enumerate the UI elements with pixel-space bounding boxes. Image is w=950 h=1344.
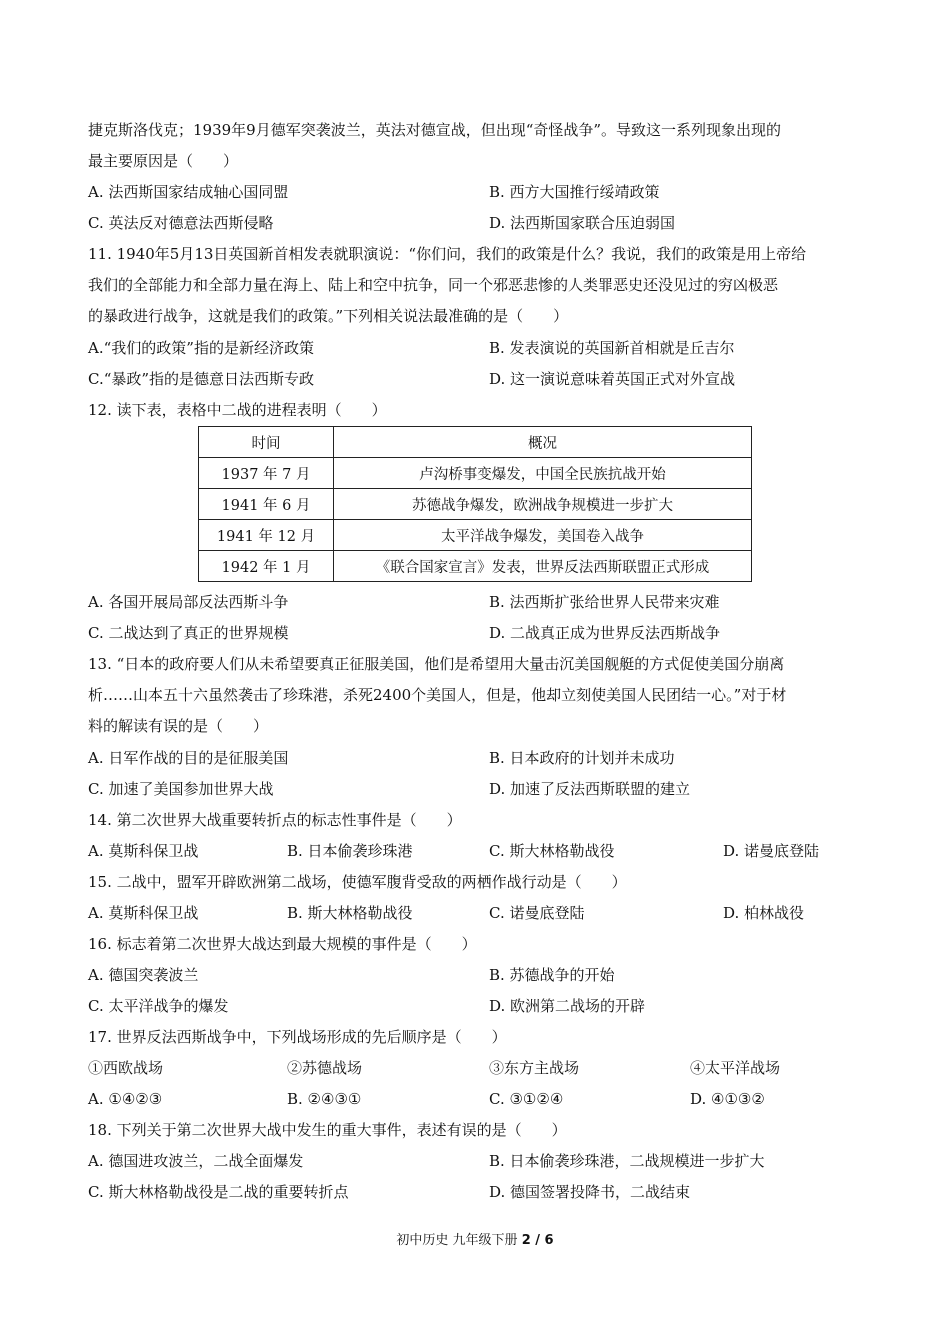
- q18-stem: 18. 下列关于第二次世界大战中发生的重大事件，表述有误的是（ ）: [88, 1121, 567, 1139]
- q13-option-a: A. 日军作战的目的是征服美国: [88, 749, 289, 767]
- q16-option-a: A. 德国突袭波兰: [88, 966, 199, 984]
- q11-stem-line3: 的暴政进行战争，这就是我们的政策。”下列相关说法最准确的是（ ）: [88, 307, 569, 325]
- q17-option-b: B. ②④③①: [287, 1090, 362, 1108]
- table-row: [199, 551, 752, 582]
- q15-option-b: B. 斯大林格勒战役: [287, 904, 413, 922]
- q10-option-c: C. 英法反对德意法西斯侵略: [88, 214, 274, 232]
- q12-stem: 12. 读下表，表格中二战的进程表明（ ）: [88, 401, 387, 419]
- table-row: [199, 458, 752, 489]
- table-row: [199, 520, 752, 551]
- footer-label: 初中历史 九年级下册: [396, 1233, 518, 1248]
- q17-item-2: ②苏德战场: [287, 1059, 363, 1077]
- table-cell-summary: 卢沟桥事变爆发，中国全民族抗战开始: [334, 458, 752, 489]
- q10-stem-line1: 捷克斯洛伐克；1939年9月德军突袭波兰，英法对德宣战，但出现“奇怪战争”。导致这一系列现象出现的: [88, 121, 782, 139]
- q16-option-d: D. 欧洲第二战场的开辟: [489, 997, 646, 1015]
- q14-option-b: B. 日本偷袭珍珠港: [287, 842, 413, 860]
- q13-stem-line1: 13. “日本的政府要人们从未希望要真正征服美国，他们是希望用大量击沉美国舰艇的方式促使美国分崩离: [88, 655, 785, 673]
- table-header-summary: 概况: [334, 427, 752, 458]
- q10-stem-line2: 最主要原因是（ ）: [88, 152, 239, 170]
- q10-option-b: B. 西方大国推行绥靖政策: [489, 183, 660, 201]
- q18-option-c: C. 斯大林格勒战役是二战的重要转折点: [88, 1183, 349, 1201]
- q14-option-c: C. 斯大林格勒战役: [489, 842, 615, 860]
- q16-stem: 16. 标志着第二次世界大战达到最大规模的事件是（ ）: [88, 935, 477, 953]
- page-footer: [0, 1229, 950, 1248]
- q17-item-3: ③东方主战场: [489, 1059, 580, 1077]
- q18-option-d: D. 德国签署投降书，二战结束: [489, 1183, 691, 1201]
- table-cell-summary: 苏德战争爆发，欧洲战争规模进一步扩大: [334, 489, 752, 520]
- q11-option-b: B. 发表演说的英国新首相就是丘吉尔: [489, 339, 735, 357]
- q12-timeline-table: [198, 426, 752, 582]
- table-header-time: 时间: [199, 427, 334, 458]
- q13-stem-line3: 料的解读有误的是（ ）: [88, 717, 269, 735]
- table-cell-summary: 太平洋战争爆发，美国卷入战争: [334, 520, 752, 551]
- q13-stem-line2: 析……山本五十六虽然袭击了珍珠港，杀死2400个美国人，但是，他却立刻使美国人民团结一心。”对于材: [88, 686, 787, 704]
- q17-item-4: ④太平洋战场: [690, 1059, 781, 1077]
- q15-option-a: A. 莫斯科保卫战: [88, 904, 199, 922]
- table-cell-time: 1942 年 1 月: [199, 551, 334, 582]
- q17-option-d: D. ④①③②: [690, 1090, 765, 1108]
- table-cell-summary: 《联合国家宣言》发表，世界反法西斯联盟正式形成: [334, 551, 752, 582]
- table-row: [199, 489, 752, 520]
- q14-stem: 14. 第二次世界大战重要转折点的标志性事件是（ ）: [88, 811, 462, 829]
- q15-option-c: C. 诺曼底登陆: [489, 904, 585, 922]
- q16-option-c: C. 太平洋战争的爆发: [88, 997, 229, 1015]
- q12-option-b: B. 法西斯扩张给世界人民带来灾难: [489, 593, 720, 611]
- q12-option-d: D. 二战真正成为世界反法西斯战争: [489, 624, 721, 642]
- q11-stem-line2: 我们的全部能力和全部力量在海上、陆上和空中抗争，同一个邪恶悲惨的人类罪恶史还没见过的穷凶极恶: [88, 276, 779, 294]
- q14-option-d: D. 诺曼底登陆: [723, 842, 820, 860]
- q13-option-d: D. 加速了反法西斯联盟的建立: [489, 780, 691, 798]
- q14-option-a: A. 莫斯科保卫战: [88, 842, 199, 860]
- q10-option-a: A. 法西斯国家结成轴心国同盟: [88, 183, 289, 201]
- q13-option-b: B. 日本政府的计划并未成功: [489, 749, 675, 767]
- q17-stem: 17. 世界反法西斯战争中，下列战场形成的先后顺序是（ ）: [88, 1028, 507, 1046]
- q10-option-d: D. 法西斯国家联合压迫弱国: [489, 214, 676, 232]
- q18-option-b: B. 日本偷袭珍珠港，二战规模进一步扩大: [489, 1152, 765, 1170]
- q18-option-a: A. 德国进攻波兰，二战全面爆发: [88, 1152, 304, 1170]
- q16-option-b: B. 苏德战争的开始: [489, 966, 615, 984]
- q11-option-a: A.“我们的政策”指的是新经济政策: [88, 339, 314, 357]
- table-cell-time: 1941 年 6 月: [199, 489, 334, 520]
- table-header-row: [199, 427, 752, 458]
- q17-option-c: C. ③①②④: [489, 1090, 564, 1108]
- q13-option-c: C. 加速了美国参加世界大战: [88, 780, 274, 798]
- q11-option-d: D. 这一演说意味着英国正式对外宣战: [489, 370, 736, 388]
- q11-stem-line1: 11. 1940年5月13日英国新首相发表就职演说：“你们问，我们的政策是什么？我说，我们的政策是用上帝给: [88, 245, 807, 263]
- q12-option-a: A. 各国开展局部反法西斯斗争: [88, 593, 289, 611]
- q12-option-c: C. 二战达到了真正的世界规模: [88, 624, 289, 642]
- q17-option-a: A. ①④②③: [88, 1090, 163, 1108]
- table-cell-time: 1937 年 7 月: [199, 458, 334, 489]
- q15-option-d: D. 柏林战役: [723, 904, 805, 922]
- q15-stem: 15. 二战中，盟军开辟欧洲第二战场，使德军腹背受敌的两栖作战行动是（ ）: [88, 873, 627, 891]
- q11-option-c: C.“暴政”指的是德意日法西斯专政: [88, 370, 315, 388]
- page-number: 2 / 6: [521, 1233, 554, 1248]
- table-cell-time: 1941 年 12 月: [199, 520, 334, 551]
- q17-item-1: ①西欧战场: [88, 1059, 164, 1077]
